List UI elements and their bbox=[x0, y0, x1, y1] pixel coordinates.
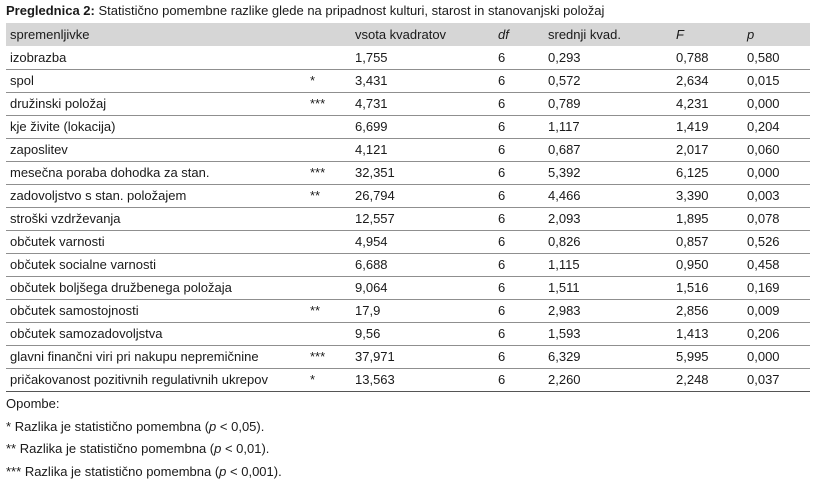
table-row bbox=[6, 253, 810, 276]
cell-significance: *** bbox=[310, 96, 326, 111]
cell-f: 3,390 bbox=[676, 188, 709, 203]
table-row bbox=[6, 138, 810, 161]
cell-variable: pričakovanost pozitivnih regulativnih ukrepov bbox=[10, 372, 268, 387]
note-item bbox=[6, 438, 282, 461]
cell-sum-of-squares: 6,688 bbox=[355, 257, 388, 272]
cell-df: 6 bbox=[498, 234, 506, 249]
cell-variable: kje živite (lokacija) bbox=[10, 119, 116, 134]
table-row bbox=[6, 161, 810, 184]
cell-df: 6 bbox=[498, 188, 506, 203]
cell-sum-of-squares: 6,699 bbox=[355, 119, 388, 134]
cell-variable: izobrazba bbox=[10, 49, 67, 65]
note-text-end: < 0,05). bbox=[216, 418, 265, 434]
cell-p: 0,204 bbox=[747, 119, 780, 134]
table-caption bbox=[6, 1, 604, 21]
cell-mean-square: 0,826 bbox=[548, 234, 581, 249]
cell-df: 6 bbox=[498, 372, 506, 387]
cell-mean-square: 1,511 bbox=[548, 280, 580, 295]
notes bbox=[6, 393, 282, 483]
cell-f: 2,856 bbox=[676, 303, 709, 318]
cell-sum-of-squares: 3,431 bbox=[355, 73, 388, 88]
cell-sum-of-squares: 9,064 bbox=[355, 280, 388, 295]
cell-f: 4,231 bbox=[676, 96, 709, 111]
cell-significance bbox=[306, 230, 351, 253]
cell-p: 0,009 bbox=[747, 303, 780, 318]
cell-sum-of-squares: 13,563 bbox=[355, 372, 395, 387]
cell-f: 2,634 bbox=[676, 73, 709, 88]
table-row bbox=[6, 46, 810, 69]
note-stars: ** bbox=[6, 441, 17, 456]
cell-mean-square: 5,392 bbox=[548, 165, 581, 180]
cell-df: 6 bbox=[498, 280, 506, 295]
cell-sum-of-squares: 4,954 bbox=[355, 234, 388, 249]
cell-p: 0,000 bbox=[747, 165, 780, 180]
cell-significance bbox=[306, 138, 351, 161]
cell-mean-square: 2,093 bbox=[548, 211, 581, 226]
cell-df: 6 bbox=[498, 49, 506, 65]
cell-variable: zadovoljstvo s stan. položajem bbox=[10, 188, 187, 203]
cell-variable: zaposlitev bbox=[10, 142, 68, 157]
table-row bbox=[6, 69, 810, 92]
note-stars: *** bbox=[6, 463, 22, 479]
cell-significance: *** bbox=[310, 349, 326, 364]
note-p-symbol: p bbox=[209, 418, 217, 434]
cell-significance: ** bbox=[310, 188, 321, 203]
cell-significance: * bbox=[310, 372, 316, 387]
cell-p: 0,000 bbox=[747, 349, 780, 364]
cell-f: 1,895 bbox=[676, 211, 709, 226]
cell-sum-of-squares: 37,971 bbox=[355, 349, 395, 364]
note-item bbox=[6, 416, 282, 439]
cell-sum-of-squares: 32,351 bbox=[355, 165, 395, 180]
cell-variable: občutek samozadovoljstva bbox=[10, 326, 163, 341]
cell-p: 0,580 bbox=[747, 49, 780, 65]
cell-f: 0,950 bbox=[676, 257, 709, 272]
note-text: Razlika je statistično pomembna ( bbox=[19, 441, 215, 456]
cell-mean-square: 1,593 bbox=[548, 326, 581, 341]
header-sum-of-squares: vsota kvadratov bbox=[355, 27, 447, 42]
cell-significance bbox=[306, 115, 351, 138]
cell-significance: ** bbox=[310, 303, 321, 318]
cell-sum-of-squares: 9,56 bbox=[355, 326, 381, 341]
statistics-table bbox=[6, 23, 810, 392]
cell-p: 0,003 bbox=[747, 188, 780, 203]
cell-mean-square: 1,117 bbox=[548, 119, 580, 134]
cell-mean-square: 4,466 bbox=[548, 188, 581, 203]
cell-mean-square: 0,572 bbox=[548, 73, 581, 88]
cell-p: 0,060 bbox=[747, 142, 780, 157]
cell-sum-of-squares: 1,755 bbox=[355, 49, 388, 65]
cell-significance bbox=[306, 207, 351, 230]
header-mean-square: srednji kvad. bbox=[548, 27, 621, 42]
table-row bbox=[6, 276, 810, 299]
cell-mean-square: 2,260 bbox=[548, 372, 581, 387]
cell-mean-square: 1,115 bbox=[548, 257, 580, 272]
cell-f: 0,788 bbox=[676, 49, 709, 65]
cell-p: 0,015 bbox=[747, 73, 780, 88]
cell-f: 1,419 bbox=[676, 119, 709, 134]
cell-p: 0,169 bbox=[747, 280, 780, 295]
cell-sum-of-squares: 4,121 bbox=[355, 142, 388, 157]
note-text-end: < 0,001). bbox=[226, 463, 282, 479]
note-text: Razlika je statistično pomembna ( bbox=[14, 418, 210, 434]
cell-f: 2,017 bbox=[676, 142, 709, 157]
cell-mean-square: 2,983 bbox=[548, 303, 581, 318]
cell-f: 0,857 bbox=[676, 234, 709, 249]
cell-sum-of-squares: 17,9 bbox=[355, 303, 381, 318]
cell-mean-square: 6,329 bbox=[548, 349, 581, 364]
note-p-symbol: p bbox=[214, 441, 222, 456]
cell-variable: mesečna poraba dohodka za stan. bbox=[10, 165, 210, 180]
note-text-end: < 0,01). bbox=[221, 441, 270, 456]
table-row bbox=[6, 92, 810, 115]
table-row bbox=[6, 368, 810, 391]
cell-df: 6 bbox=[498, 303, 506, 318]
cell-df: 6 bbox=[498, 349, 506, 364]
header-variables: spremenljivke bbox=[10, 27, 90, 42]
table-row bbox=[6, 230, 810, 253]
cell-sum-of-squares: 26,794 bbox=[355, 188, 395, 203]
table-row bbox=[6, 207, 810, 230]
cell-f: 6,125 bbox=[676, 165, 709, 180]
cell-df: 6 bbox=[498, 119, 506, 134]
cell-variable: spol bbox=[10, 73, 34, 88]
cell-p: 0,078 bbox=[747, 211, 780, 226]
table-body bbox=[6, 46, 810, 391]
notes-list bbox=[6, 416, 282, 484]
cell-variable: občutek boljšega družbenega položaja bbox=[10, 280, 232, 295]
header-row bbox=[6, 23, 810, 46]
cell-sum-of-squares: 12,557 bbox=[355, 211, 395, 226]
note-stars: * bbox=[6, 418, 12, 434]
cell-df: 6 bbox=[498, 257, 506, 272]
cell-f: 5,995 bbox=[676, 349, 709, 364]
cell-p: 0,458 bbox=[747, 257, 780, 272]
cell-df: 6 bbox=[498, 211, 506, 226]
cell-p: 0,037 bbox=[747, 372, 780, 387]
cell-df: 6 bbox=[498, 73, 506, 88]
cell-significance bbox=[306, 276, 351, 299]
cell-variable: občutek socialne varnosti bbox=[10, 257, 156, 272]
cell-variable: občutek samostojnosti bbox=[10, 303, 139, 318]
cell-p: 0,000 bbox=[747, 96, 780, 111]
cell-p: 0,206 bbox=[747, 326, 780, 341]
cell-mean-square: 0,687 bbox=[548, 142, 581, 157]
cell-mean-square: 0,293 bbox=[548, 49, 581, 65]
table-row bbox=[6, 322, 810, 345]
cell-variable: občutek varnosti bbox=[10, 234, 105, 249]
caption-text: Statistično pomembne razlike glede na pripadnost kulturi, starost in stanovanjski položaj bbox=[98, 3, 605, 18]
note-text: Razlika je statistično pomembna ( bbox=[24, 463, 220, 479]
header-p: p bbox=[747, 27, 755, 42]
cell-significance bbox=[306, 253, 351, 276]
cell-p: 0,526 bbox=[747, 234, 780, 249]
cell-significance bbox=[306, 46, 351, 69]
header-f: F bbox=[676, 27, 684, 42]
cell-sum-of-squares: 4,731 bbox=[355, 96, 388, 111]
note-p-symbol: p bbox=[219, 463, 227, 479]
cell-df: 6 bbox=[498, 142, 506, 157]
cell-mean-square: 0,789 bbox=[548, 96, 581, 111]
cell-significance bbox=[306, 322, 351, 345]
table-row bbox=[6, 345, 810, 368]
note-item bbox=[6, 461, 282, 484]
cell-f: 1,516 bbox=[676, 280, 709, 295]
cell-df: 6 bbox=[498, 165, 506, 180]
cell-significance: *** bbox=[310, 165, 326, 180]
caption-label: Preglednica 2: bbox=[6, 3, 95, 18]
cell-variable: stroški vzdrževanja bbox=[10, 211, 121, 226]
cell-significance: * bbox=[310, 73, 316, 88]
cell-f: 2,248 bbox=[676, 372, 709, 387]
cell-df: 6 bbox=[498, 96, 506, 111]
header-df: df bbox=[498, 27, 509, 42]
header-significance bbox=[306, 23, 351, 46]
cell-variable: glavni finančni viri pri nakupu nepremičnine bbox=[10, 349, 259, 364]
notes-title: Opombe: bbox=[6, 396, 60, 411]
table-row bbox=[6, 184, 810, 207]
cell-variable: družinski položaj bbox=[10, 96, 107, 111]
cell-df: 6 bbox=[498, 326, 506, 341]
table-row bbox=[6, 115, 810, 138]
table-row bbox=[6, 299, 810, 322]
cell-f: 1,413 bbox=[676, 326, 709, 341]
